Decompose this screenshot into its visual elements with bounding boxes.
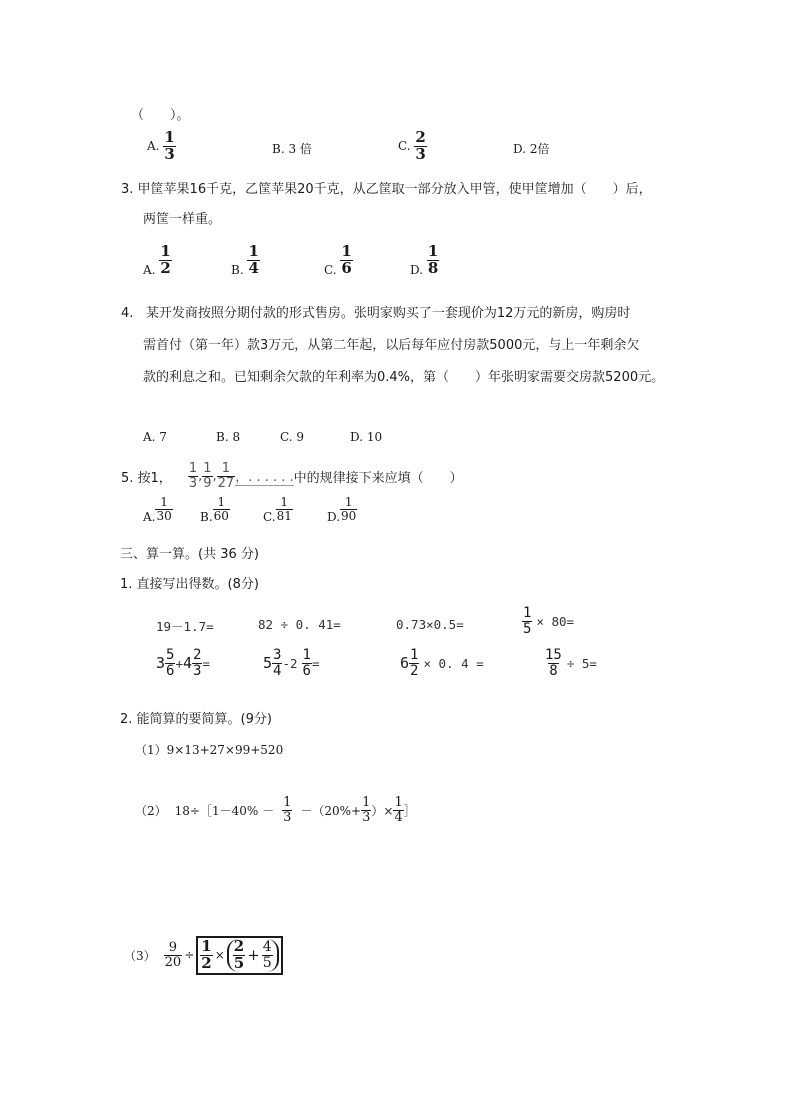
fraction: $\frac{1}{3}$ (164, 128, 175, 163)
q3-option-a[interactable]: A. $\frac{1}{2}$ (143, 242, 171, 277)
question-3-line2: 两筐一样重。 (143, 212, 222, 227)
question-4-line2: 需首付（第一年）款3万元，从第二年起，以后每年应付房款5000元，与上一年剩余欠 (143, 338, 640, 353)
option-c[interactable]: C. $\frac{2}{3}$ (398, 128, 426, 163)
fraction: $\frac{1}{30}$ (156, 495, 172, 523)
seq-fraction: $\frac{1}{3}$ (188, 460, 198, 491)
part-1-title: 1. 直接写出得数。(8分) (120, 577, 259, 592)
q4-option-a[interactable]: A. 7 (143, 430, 167, 444)
q4-option-d[interactable]: D. 10 (350, 430, 383, 444)
calc-7: 6 $\frac{1}{2}$ × 0. 4 = (400, 647, 484, 679)
question-4-line3: 款的利息之和。已知剩余欠款的年利率为0.4%，第（ ）年张明家需要交房款5200元。 (143, 370, 665, 385)
fraction: $\frac{1}{6}$ (341, 242, 352, 277)
fraction: $\frac{2}{3}$ (415, 128, 426, 163)
expression-2: （2） 18÷［1－40% － $\frac{1}{3}$ －（20%+ $\frac{1}{3}$ ）× $\frac{1}{4}$ ］ (135, 795, 416, 825)
q3-option-d[interactable]: D. $\frac{1}{8}$ (410, 242, 439, 277)
square-bracket-group: $\frac{1}{2}$ × $\frac{2}{5}$ + $\frac{4}{5}$ (196, 936, 282, 975)
option-d[interactable]: D. 2倍 (513, 142, 550, 156)
section-title: 三、算一算。(共 36 分) (120, 547, 259, 562)
q5-option-c[interactable]: C. $\frac{1}{81}$ (263, 495, 292, 524)
q3-option-c[interactable]: C. $\frac{1}{6}$ (324, 242, 352, 277)
q3-option-b[interactable]: B. $\frac{1}{4}$ (231, 242, 259, 277)
calc-2: 82 ÷ 0. 41= (258, 617, 341, 632)
fraction: $\frac{1}{81}$ (276, 495, 292, 523)
q4-option-b[interactable]: B. 8 (216, 430, 241, 444)
blank-parentheses: （ ）。 (131, 108, 190, 123)
fraction: $\frac{1}{4}$ (248, 242, 259, 277)
calc-3: 0.73×0.5= (396, 617, 464, 632)
calc-4: $\frac{1}{5}$ × 80= (523, 605, 575, 637)
question-4-line1: 4. 某开发商按照分期付款的形式售房。张明家购买了一套现价为12万元的新房，购房时 (121, 306, 631, 321)
calc-5: 3 $\frac{5}{6}$ + 4 $\frac{2}{3}$ = (156, 647, 210, 679)
calc-1: 19－1.7= (156, 619, 214, 634)
part-2-title: 2. 能简算的要简算。(9分) (120, 712, 272, 727)
expression-1: （1）9×13+27×99+520 (135, 743, 284, 757)
fraction: $\frac{1}{90}$ (341, 495, 357, 523)
calc-8: $\frac{15}{8}$ ÷ 5= (545, 647, 597, 679)
q5-option-b[interactable]: B. $\frac{1}{60}$ (200, 495, 229, 524)
expression-3: （3） $\frac{9}{20}$ ÷ $\frac{1}{2}$ × $\frac{2}{5}$ + $\frac{4}{5}$ (124, 936, 283, 975)
q5-option-a[interactable]: A. $\frac{1}{30}$ (143, 495, 172, 524)
q4-option-c[interactable]: C. 9 (280, 430, 305, 444)
fraction: $\frac{1}{60}$ (213, 495, 229, 523)
paren-group: $\frac{2}{5}$ + $\frac{4}{5}$ (227, 939, 279, 972)
fraction: $\frac{1}{2}$ (160, 242, 171, 277)
seq-fraction: $\frac{1}{27}$ (217, 460, 235, 491)
option-a[interactable] (147, 130, 176, 163)
fraction: $\frac{1}{8}$ (427, 242, 439, 277)
calc-6: 5 $\frac{3}{4}$ -2 $\frac{1}{6}$ = (263, 647, 320, 679)
seq-fraction: $\frac{1}{9}$ (203, 460, 212, 491)
option-b[interactable]: B. 3 倍 (272, 142, 312, 156)
question-5: 5. 按1， $\frac{1}{3}$ , $\frac{1}{9}$ , $\frac{1}{27}$ ，. . . . . . 中的规律接下来应填（ ） (121, 460, 463, 491)
q5-option-d[interactable]: D. $\frac{1}{90}$ (327, 495, 357, 524)
option-label: A. (147, 138, 160, 153)
question-3-line1: 3. 甲筐苹果16千克，乙筐苹果20千克，从乙筐取一部分放入甲管，使甲筐增加（ ）后， (121, 182, 652, 197)
